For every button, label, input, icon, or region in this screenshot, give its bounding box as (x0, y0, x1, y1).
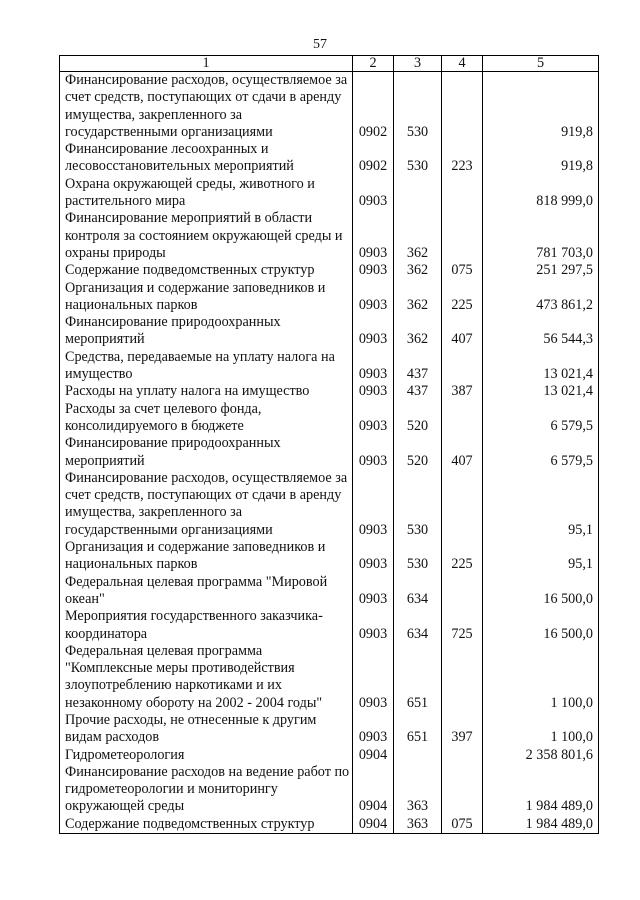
expense-code: 075 (442, 262, 483, 279)
row-amount: 13 021,4 (483, 383, 599, 400)
table-row (60, 435, 599, 470)
row-amount: 16 500,0 (483, 574, 599, 609)
target-code: 530 (394, 141, 442, 176)
section-code: 0903 (353, 401, 394, 436)
target-code: 362 (394, 262, 442, 279)
section-code: 0902 (353, 141, 394, 176)
target-code: 520 (394, 435, 442, 470)
target-code: 530 (394, 470, 442, 539)
table-row (60, 262, 599, 279)
section-code: 0903 (353, 176, 394, 211)
row-name: Прочие расходы, не отнесенные к другим видам расходов (60, 712, 353, 747)
row-name: Мероприятия государственного заказчика-координатора (60, 608, 353, 643)
row-name: Финансирование расходов, осуществляемое за счет средств, поступающих от сдачи в аренду имущества, закрепленного за государственными организациями (60, 72, 353, 142)
row-name: Организация и содержание заповедников и национальных парков (60, 539, 353, 574)
expense-code: 075 (442, 816, 483, 834)
table-row (60, 349, 599, 384)
expense-code (442, 72, 483, 142)
section-code: 0904 (353, 747, 394, 764)
row-name: Финансирование лесоохранных и лесовосстановительных мероприятий (60, 141, 353, 176)
table-row (60, 470, 599, 539)
row-amount: 251 297,5 (483, 262, 599, 279)
table-row (60, 72, 599, 142)
target-code: 634 (394, 608, 442, 643)
expense-code: 397 (442, 712, 483, 747)
expense-code: 223 (442, 141, 483, 176)
row-name: Финансирование расходов на ведение работ по гидрометеорологии и мониторингу окружающей среды (60, 764, 353, 816)
expense-code: 407 (442, 314, 483, 349)
row-name: Содержание подведомственных структур (60, 262, 353, 279)
target-code (394, 747, 442, 764)
column-header: 2 (353, 56, 394, 72)
section-code: 0904 (353, 764, 394, 816)
expense-code (442, 747, 483, 764)
budget-table (59, 55, 599, 834)
column-header: 1 (60, 56, 353, 72)
table-row (60, 712, 599, 747)
target-code: 651 (394, 643, 442, 712)
row-amount: 16 500,0 (483, 608, 599, 643)
row-name: Федеральная целевая программа "Мировой океан" (60, 574, 353, 609)
expense-code: 225 (442, 280, 483, 315)
row-amount: 1 100,0 (483, 712, 599, 747)
row-name: Федеральная целевая программа "Комплексные меры противодействия злоупотреблению наркотиками и их незаконному обороту на 2002 - 2004 годы" (60, 643, 353, 712)
row-amount: 13 021,4 (483, 349, 599, 384)
expense-code: 225 (442, 539, 483, 574)
expense-code (442, 574, 483, 609)
expense-code (442, 470, 483, 539)
section-code: 0903 (353, 608, 394, 643)
section-code: 0903 (353, 262, 394, 279)
section-code: 0903 (353, 210, 394, 262)
target-code: 520 (394, 401, 442, 436)
column-header: 3 (394, 56, 442, 72)
row-amount: 818 999,0 (483, 176, 599, 211)
table-row (60, 608, 599, 643)
row-amount: 781 703,0 (483, 210, 599, 262)
column-header: 5 (483, 56, 599, 72)
row-amount: 6 579,5 (483, 401, 599, 436)
expense-code (442, 401, 483, 436)
row-amount: 95,1 (483, 539, 599, 574)
table-row (60, 643, 599, 712)
table-row (60, 539, 599, 574)
header-row (60, 56, 599, 72)
expense-code: 407 (442, 435, 483, 470)
row-name: Организация и содержание заповедников и национальных парков (60, 280, 353, 315)
target-code: 437 (394, 383, 442, 400)
expense-code (442, 176, 483, 211)
target-code: 362 (394, 314, 442, 349)
table-body (60, 72, 599, 834)
target-code: 362 (394, 210, 442, 262)
row-amount: 56 544,3 (483, 314, 599, 349)
target-code: 437 (394, 349, 442, 384)
expense-code (442, 349, 483, 384)
table-row (60, 280, 599, 315)
section-code: 0903 (353, 435, 394, 470)
table-row (60, 383, 599, 400)
section-code: 0903 (353, 314, 394, 349)
row-name: Гидрометеорология (60, 747, 353, 764)
table-row (60, 176, 599, 211)
page-number: 57 (313, 37, 327, 52)
section-code: 0903 (353, 349, 394, 384)
table-row (60, 401, 599, 436)
row-amount: 1 100,0 (483, 643, 599, 712)
section-code: 0903 (353, 574, 394, 609)
expense-code: 725 (442, 608, 483, 643)
row-amount: 6 579,5 (483, 435, 599, 470)
expense-code (442, 210, 483, 262)
expense-code: 387 (442, 383, 483, 400)
table-row (60, 764, 599, 816)
row-amount: 2 358 801,6 (483, 747, 599, 764)
table-row (60, 747, 599, 764)
row-name: Финансирование мероприятий в области контроля за состоянием окружающей среды и охраны природы (60, 210, 353, 262)
row-amount: 1 984 489,0 (483, 816, 599, 834)
target-code (394, 176, 442, 211)
row-name: Средства, передаваемые на уплату налога на имущество (60, 349, 353, 384)
section-code: 0903 (353, 539, 394, 574)
section-code: 0903 (353, 712, 394, 747)
row-name: Расходы за счет целевого фонда, консолидируемого в бюджете (60, 401, 353, 436)
expense-code (442, 643, 483, 712)
target-code: 530 (394, 539, 442, 574)
section-code: 0903 (353, 643, 394, 712)
section-code: 0903 (353, 280, 394, 315)
row-name: Охрана окружающей среды, животного и растительного мира (60, 176, 353, 211)
row-name: Финансирование природоохранных мероприятий (60, 435, 353, 470)
table-row (60, 816, 599, 834)
row-amount: 95,1 (483, 470, 599, 539)
target-code: 363 (394, 816, 442, 834)
row-name: Содержание подведомственных структур (60, 816, 353, 834)
row-amount: 919,8 (483, 72, 599, 142)
row-amount: 919,8 (483, 141, 599, 176)
row-name: Финансирование природоохранных мероприятий (60, 314, 353, 349)
section-code: 0903 (353, 383, 394, 400)
section-code: 0903 (353, 470, 394, 539)
target-code: 651 (394, 712, 442, 747)
target-code: 363 (394, 764, 442, 816)
target-code: 634 (394, 574, 442, 609)
section-code: 0904 (353, 816, 394, 834)
section-code: 0902 (353, 72, 394, 142)
table-row (60, 210, 599, 262)
target-code: 362 (394, 280, 442, 315)
row-name: Финансирование расходов, осуществляемое за счет средств, поступающих от сдачи в аренду имущества, закрепленного за государственными организациями (60, 470, 353, 539)
expense-code (442, 764, 483, 816)
column-header: 4 (442, 56, 483, 72)
table-row (60, 314, 599, 349)
row-amount: 1 984 489,0 (483, 764, 599, 816)
row-amount: 473 861,2 (483, 280, 599, 315)
table-row (60, 574, 599, 609)
target-code: 530 (394, 72, 442, 142)
table-row (60, 141, 599, 176)
row-name: Расходы на уплату налога на имущество (60, 383, 353, 400)
